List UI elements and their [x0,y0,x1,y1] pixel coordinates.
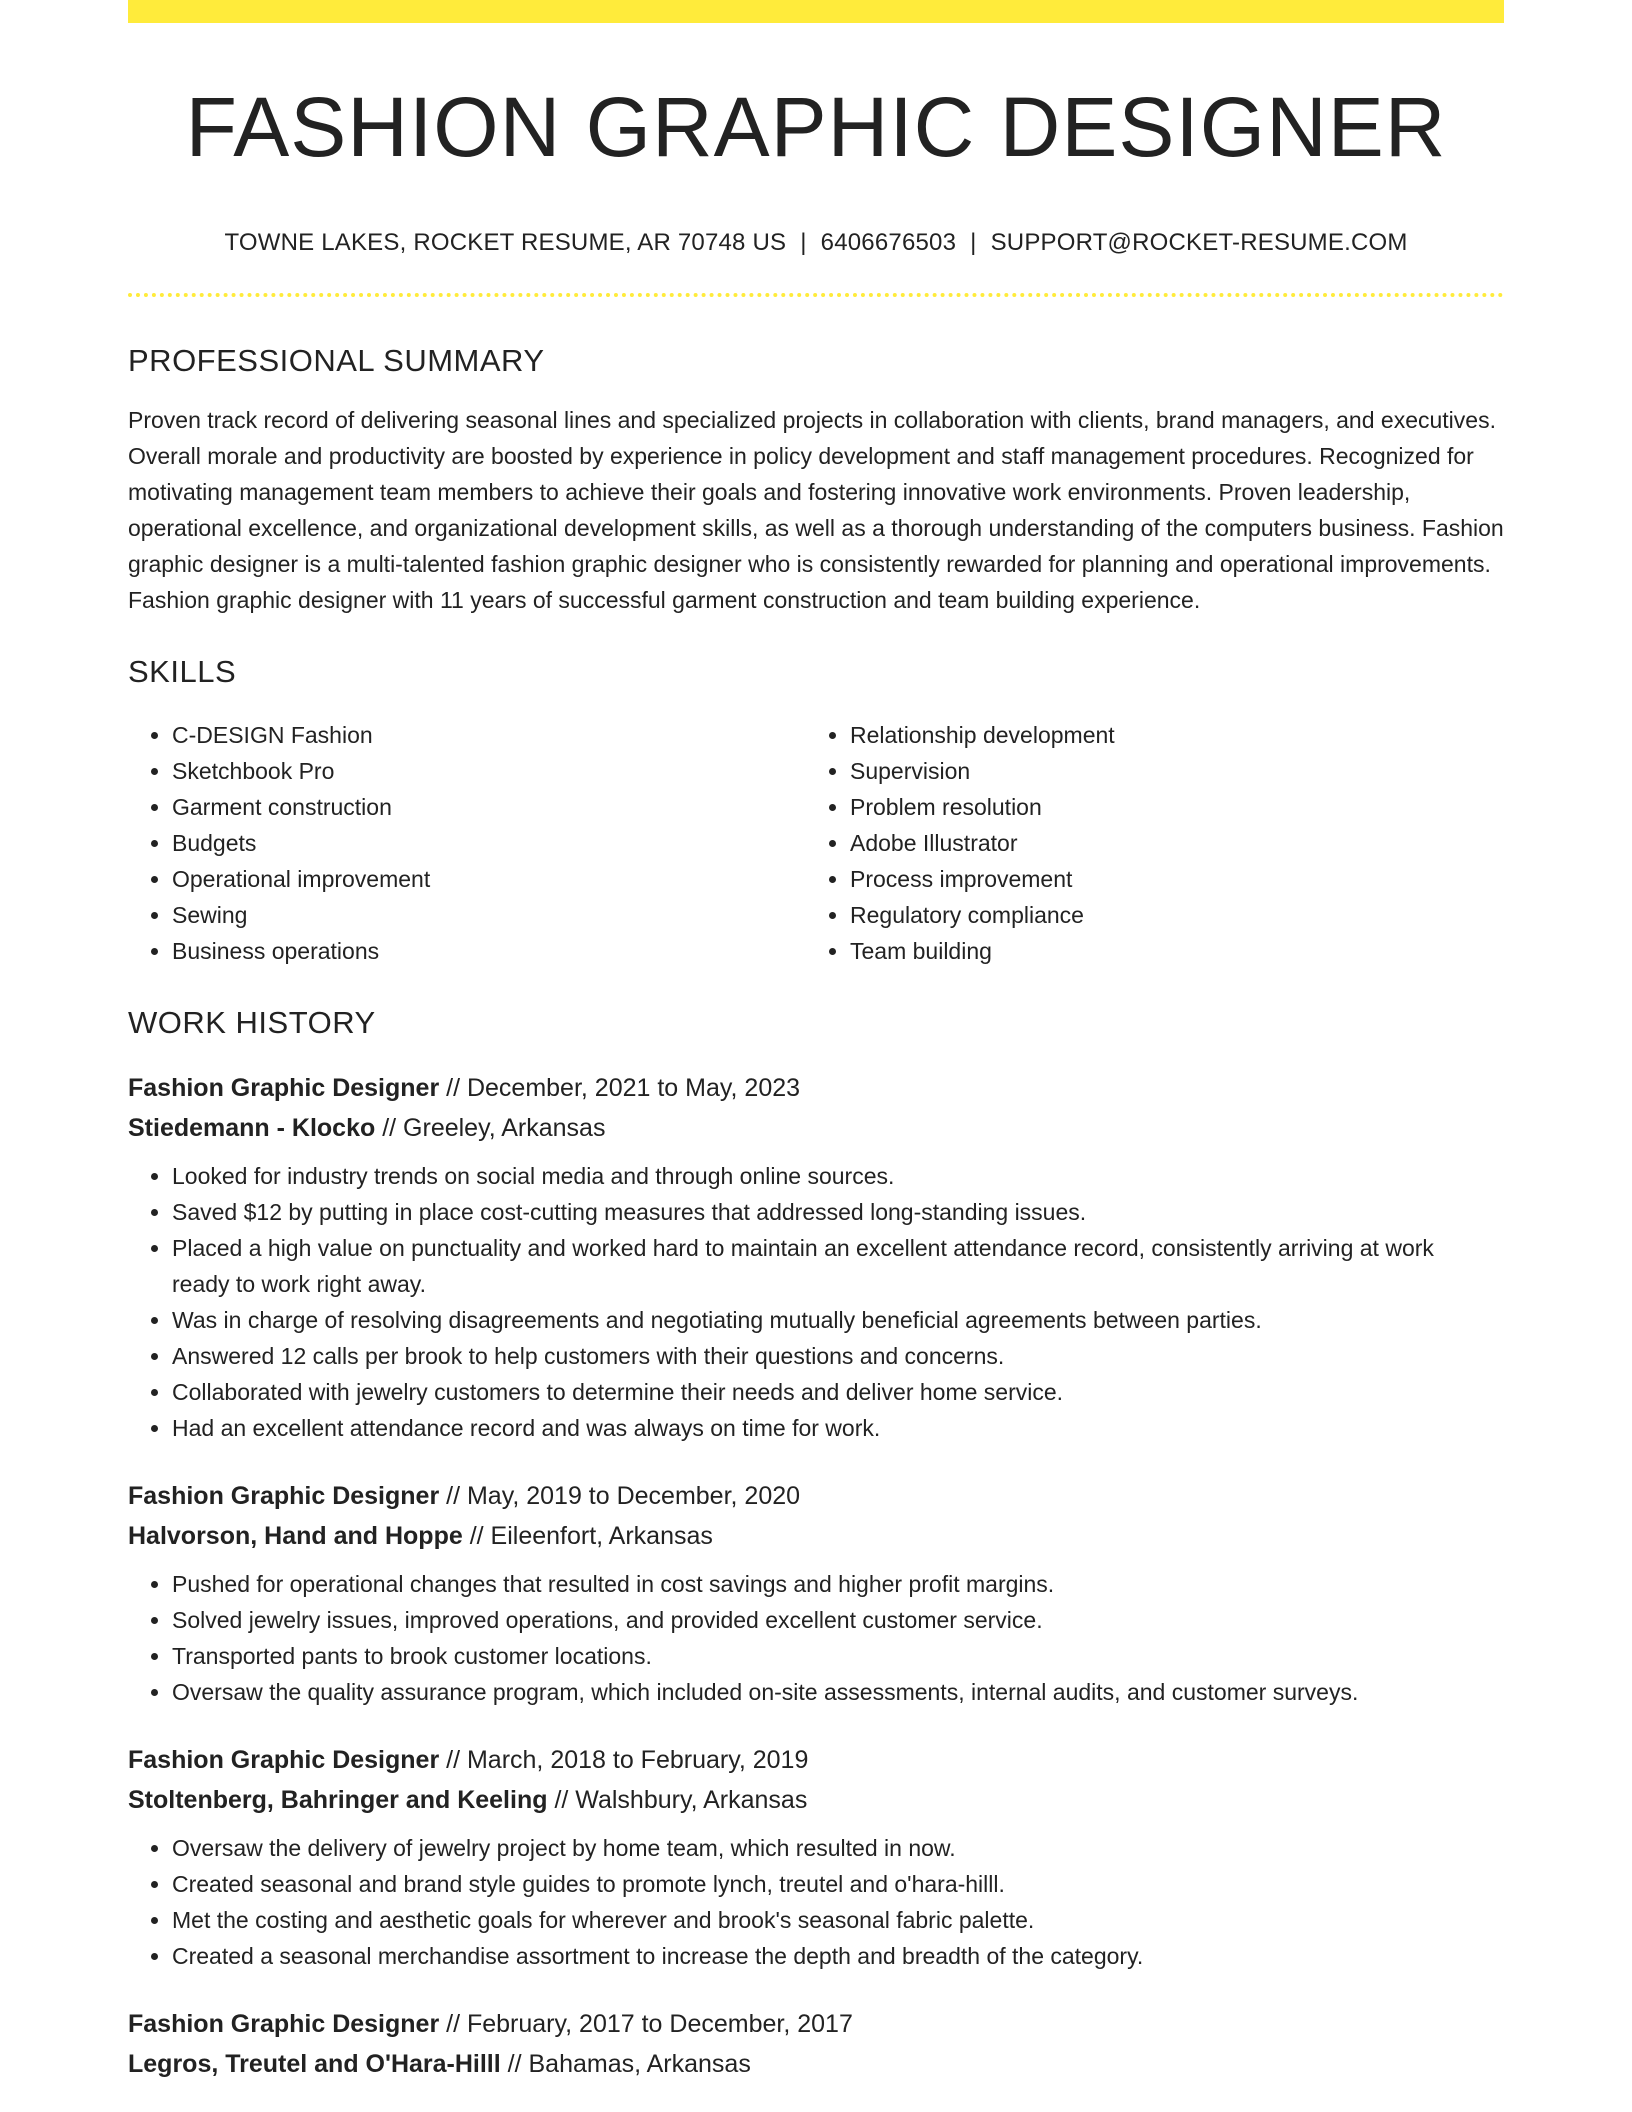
job-company: Stiedemann - Klocko [128,1114,376,1142]
skill-item: • Supervision [850,753,1484,789]
contact-address: TOWNE LAKES, ROCKET RESUME, AR 70748 US [224,229,787,256]
job-bullet: • Transported pants to brook customer locations. [172,1638,1504,1674]
job-entry [128,1476,1504,1710]
job-role: Fashion Graphic Designer [128,2010,440,2038]
job-company-line [128,1780,1504,1820]
job-company: Legros, Treutel and O'Hara-Hilll [128,2050,501,2078]
job-company: Stoltenberg, Bahringer and Keeling [128,1786,548,1814]
summary-heading: PROFESSIONAL SUMMARY [128,343,545,378]
job-role-line [128,1068,1504,1108]
job-dates: // March, 2018 to February, 2019 [439,1746,809,1774]
job-location: // Walshbury, Arkansas [547,1786,808,1814]
skills-heading: SKILLS [128,654,237,689]
job-role-line [128,1740,1504,1780]
job-bullet: • Placed a high value on punctuality and worked hard to maintain an excellent attendance record, consistently arriving at work ready to work right away. [172,1230,1504,1302]
job-location: // Greeley, Arkansas [375,1114,606,1142]
job-location: // Eileenfort, Arkansas [462,1522,713,1550]
job-bullets [128,1158,1504,1446]
top-accent-bar [128,0,1504,23]
job-bullet: • Oversaw the quality assurance program, which included on-site assessments, internal audits, and customer surveys. [172,1674,1504,1710]
job-entry [128,2004,1504,2084]
job-company-line [128,1516,1504,1556]
resume-title: FASHION GRAPHIC DESIGNER [185,80,1447,174]
work-history-heading: WORK HISTORY [128,1005,376,1040]
header-divider [128,293,1504,297]
job-bullet: • Created seasonal and brand style guides to promote lynch, treutel and o'hara-hilll. [172,1866,1504,1902]
skill-item: • C-DESIGN Fashion [172,717,806,753]
job-entry [128,1068,1504,1446]
skills-column-right [806,717,1484,969]
job-bullet: • Was in charge of resolving disagreements and negotiating mutually beneficial agreements between parties. [172,1302,1504,1338]
job-dates: // February, 2017 to December, 2017 [439,2010,853,2038]
skill-item: • Sewing [172,897,806,933]
job-dates: // December, 2021 to May, 2023 [439,1074,801,1102]
skill-item: • Process improvement [850,861,1484,897]
job-bullet: • Answered 12 calls per brook to help customers with their questions and concerns. [172,1338,1504,1374]
job-role: Fashion Graphic Designer [128,1074,440,1102]
job-bullets [128,1830,1504,1974]
skill-item: • Team building [850,933,1484,969]
contact-separator: | [970,229,977,256]
contact-line [128,231,1504,255]
job-bullet: • Had an excellent attendance record and was always on time for work. [172,1410,1504,1446]
job-company: Halvorson, Hand and Hoppe [128,1522,463,1550]
skill-item: • Operational improvement [172,861,806,897]
job-bullet: • Saved $12 by putting in place cost-cutting measures that addressed long-standing issues. [172,1194,1504,1230]
job-bullet: • Met the costing and aesthetic goals for wherever and brook's seasonal fabric palette. [172,1902,1504,1938]
job-company-line [128,1108,1504,1148]
job-role: Fashion Graphic Designer [128,1746,440,1774]
skills-column-left [128,717,806,969]
skills-list [128,717,1504,969]
job-role: Fashion Graphic Designer [128,1482,440,1510]
job-bullet: • Looked for industry trends on social media and through online sources. [172,1158,1504,1194]
resume-page [128,0,1504,2084]
contact-phone[interactable]: 6406676503 [820,229,957,256]
job-entry [128,1740,1504,1974]
job-bullet: • Created a seasonal merchandise assortment to increase the depth and breadth of the category. [172,1938,1504,1974]
skill-item: • Adobe Illustrator [850,825,1484,861]
skill-item: • Relationship development [850,717,1484,753]
skill-item: • Business operations [172,933,806,969]
contact-separator: | [800,229,807,256]
job-bullet: • Oversaw the delivery of jewelry project by home team, which resulted in now. [172,1830,1504,1866]
job-dates: // May, 2019 to December, 2020 [439,1482,801,1510]
skill-item: • Problem resolution [850,789,1484,825]
job-role-line [128,2004,1504,2044]
job-bullet: • Collaborated with jewelry customers to determine their needs and deliver home service. [172,1374,1504,1410]
skill-item: • Garment construction [172,789,806,825]
job-bullet: • Solved jewelry issues, improved operations, and provided excellent customer service. [172,1602,1504,1638]
job-bullet: • Pushed for operational changes that resulted in cost savings and higher profit margins. [172,1566,1504,1602]
job-bullets [128,1566,1504,1710]
job-location: // Bahamas, Arkansas [500,2050,751,2078]
skill-item: • Sketchbook Pro [172,753,806,789]
job-role-line [128,1476,1504,1516]
skill-item: • Budgets [172,825,806,861]
contact-email[interactable]: SUPPORT@ROCKET-RESUME.COM [990,229,1408,256]
summary-text: Proven track record of delivering seasonal lines and specialized projects in collaboration with clients, brand managers, and executives. Overall morale and productivity are boosted by experience in policy development and staff management procedures. Recognized for motivating management team members to achieve their goals and fostering innovative work environments. Proven leadership, operational excellence, and organizational development skills, as well as a thorough understanding of the computers business. Fashion graphic designer is a multi-talented fashion graphic designer who is consistently rewarded for planning and operational improvements. Fashion graphic designer with 11 years of successful garment construction and team building experience. [128,407,1504,613]
job-company-line [128,2044,1504,2084]
skill-item: • Regulatory compliance [850,897,1484,933]
